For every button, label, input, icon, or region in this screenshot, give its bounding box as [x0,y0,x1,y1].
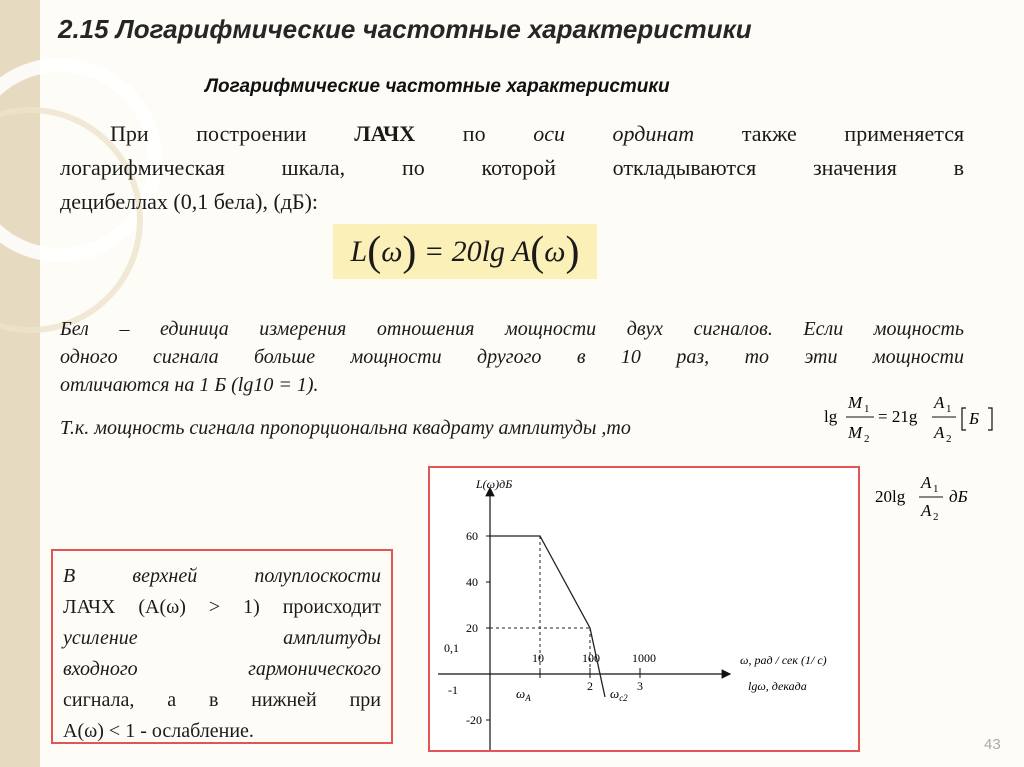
svg-text:2: 2 [864,433,870,445]
paragraph-line-3: децибеллах (0,1 бела), (дБ): [60,189,319,214]
x-axis-label-lg: lgω, декада [748,679,807,693]
note-line-6: A(ω) < 1 - ослабление. [63,720,254,742]
note-line-1: В верхней полуплоскости [63,565,381,587]
note-line-4: входного гармонического [63,658,381,680]
note-line-5: сигнала, а в нижней при [63,689,381,711]
lachx-term: ЛАЧХ [354,121,416,146]
page-number: 43 [984,736,1001,753]
svg-text:lg: lg [824,407,838,426]
svg-text:= 21g: = 21g [878,407,918,426]
lachx-formula: L ( ω ) = 20lg A ( ω ) [333,224,597,279]
note-line-3: усиление амплитуды [63,627,381,649]
svg-text:2: 2 [933,511,939,523]
x-tick-label-top: 10 [532,651,544,665]
x-tick-label-bottom: 2 [587,679,593,693]
lachx-line [490,536,605,697]
x-tick-label-bottom: 3 [637,679,643,693]
svg-text:A: A [921,473,932,492]
lachx-chart-frame [428,466,860,752]
y-ticks [466,529,490,727]
gain-note-box [51,549,393,744]
slide-title: 2.15 Логарифмические частотные характеристики [58,14,752,44]
y-axis-label: L(ω)дБ [476,477,513,491]
y-tick-label: -20 [466,713,482,727]
svg-text:Б: Б [969,409,980,428]
svg-text:2: 2 [946,433,952,445]
ordinate-axis-term: оси ординат [533,121,695,146]
slide-subtitle: Логарифмические частотные характеристики [205,76,670,97]
omega-a-marker: $\omega_A$ [516,686,531,703]
x-tick-label-top: 100 [582,651,600,665]
svg-text:A: A [934,423,945,442]
svg-text:дБ: дБ [949,487,968,506]
svg-text:M: M [848,393,863,412]
left-decorative-band [0,0,40,767]
x-axis-label-omega: ω, рад / сек (1/ c) [740,653,827,667]
decibel-equation [873,470,993,526]
svg-text:M: M [848,423,863,442]
y-tick-label: 40 [466,575,478,589]
svg-text:A: A [921,501,932,520]
svg-text:1: 1 [946,403,952,415]
paragraph-line-2: логарифмическая шкала, по которой откладываются значения в [60,155,964,180]
lachx-curve [490,536,605,697]
svg-text:A: A [934,393,945,412]
x-tick-label-top: 1000 [632,651,656,665]
svg-text:20lg: 20lg [875,487,906,506]
y-tick-label: 60 [466,529,478,543]
x-ticks [532,651,656,693]
ratio-equation [822,386,1002,448]
bel-line-2: одного сигнала больше мощности другого в 10 раз, то эти мощности [60,346,964,368]
bel-line-1: Бел – единица измерения отношения мощности двух сигналов. Если мощность [60,318,964,340]
main-paragraph [60,117,964,219]
y-left-label-0: 0,1 [444,641,459,655]
omega-c2-marker: $\omega_{c2}$ [610,686,628,703]
svg-text:1: 1 [864,403,870,415]
bel-line-3: отличаются на 1 Б (lg10 = 1). [60,374,319,396]
power-amplitude-text: Т.к. мощность сигнала пропорциональна квадрату амплитуды ,то [60,417,631,439]
note-line-2: ЛАЧХ (A(ω) > 1) происходит [63,596,381,618]
y-left-label-1: -1 [448,683,458,697]
svg-text:1: 1 [933,483,939,495]
y-tick-label: 20 [466,621,478,635]
paragraph-line-1: При построении ЛАЧХ по оси ординат также применяется [110,121,965,146]
lachx-chart [430,468,858,750]
